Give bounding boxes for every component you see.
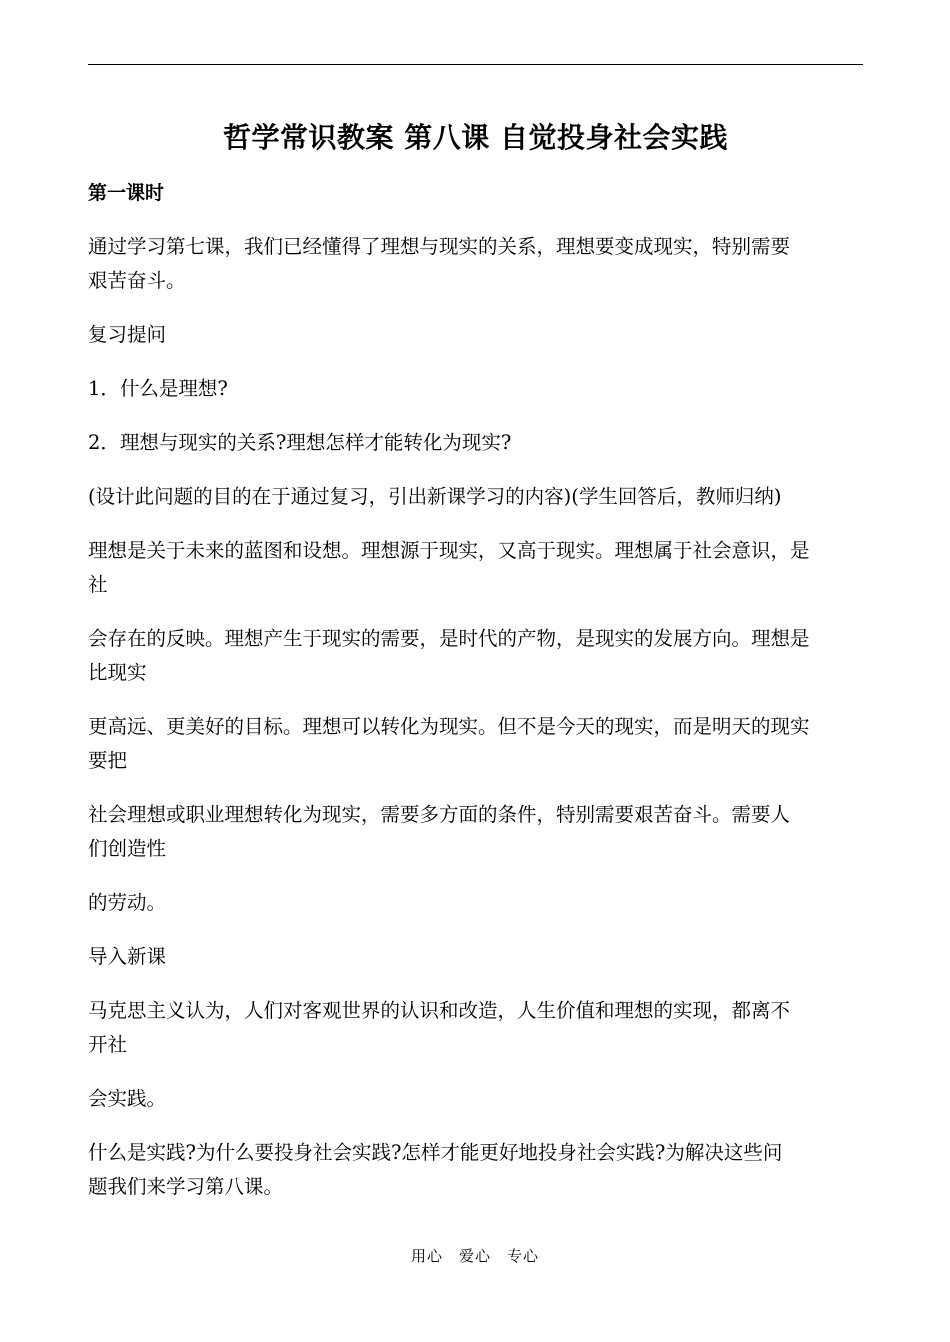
section-heading: 第一课时	[88, 182, 165, 204]
paragraph-summary-1: 理想是关于未来的蓝图和设想。理想源于现实，又高于现实。理想属于社会意识，是 社	[88, 539, 810, 596]
page-footer: 用心 爱心 专心	[410, 1247, 539, 1265]
paragraph-intro: 通过学习第七课，我们已经懂得了理想与现实的关系，理想要变成现实，特别需要 艰苦奋斗。	[88, 235, 791, 292]
paragraph-question-1: 1．什么是理想?	[88, 377, 228, 400]
paragraph-design-note: (设计此问题的目的在于通过复习，引出新课学习的内容)(学生回答后，教师归纳)	[88, 485, 782, 508]
paragraph-marxism-1: 马克思主义认为，人们对客观世界的认识和改造，人生价值和理想的实现，都离不 开社	[88, 999, 791, 1056]
paragraph-summary-5: 的劳动。	[88, 891, 167, 914]
paragraph-question-2: 2．理想与现实的关系?理想怎样才能转化为现实?	[88, 431, 512, 454]
paragraph-summary-2: 会存在的反映。理想产生于现实的需要，是时代的产物，是现实的发展方向。理想是 比现实	[88, 627, 810, 684]
paragraph-summary-3: 更高远、更美好的目标。理想可以转化为现实。但不是今天的现实，而是明天的现实 要把	[88, 715, 810, 772]
paragraph-lesson-questions: 什么是实践?为什么要投身社会实践?怎样才能更好地投身社会实践?为解决这些问 题我们来学习第八课。	[88, 1141, 783, 1198]
paragraph-marxism-2: 会实践。	[88, 1087, 167, 1110]
document-title: 哲学常识教案 第八课 自觉投身社会实践	[223, 121, 728, 154]
paragraph-new-lesson-label: 导入新课	[88, 945, 167, 968]
paragraph-summary-4: 社会理想或职业理想转化为现实，需要多方面的条件，特别需要艰苦奋斗。需要人 们创造性	[88, 803, 791, 860]
document-body	[88, 176, 863, 1224]
paragraph-review-label: 复习提问	[88, 323, 167, 346]
header-rule	[88, 64, 863, 65]
